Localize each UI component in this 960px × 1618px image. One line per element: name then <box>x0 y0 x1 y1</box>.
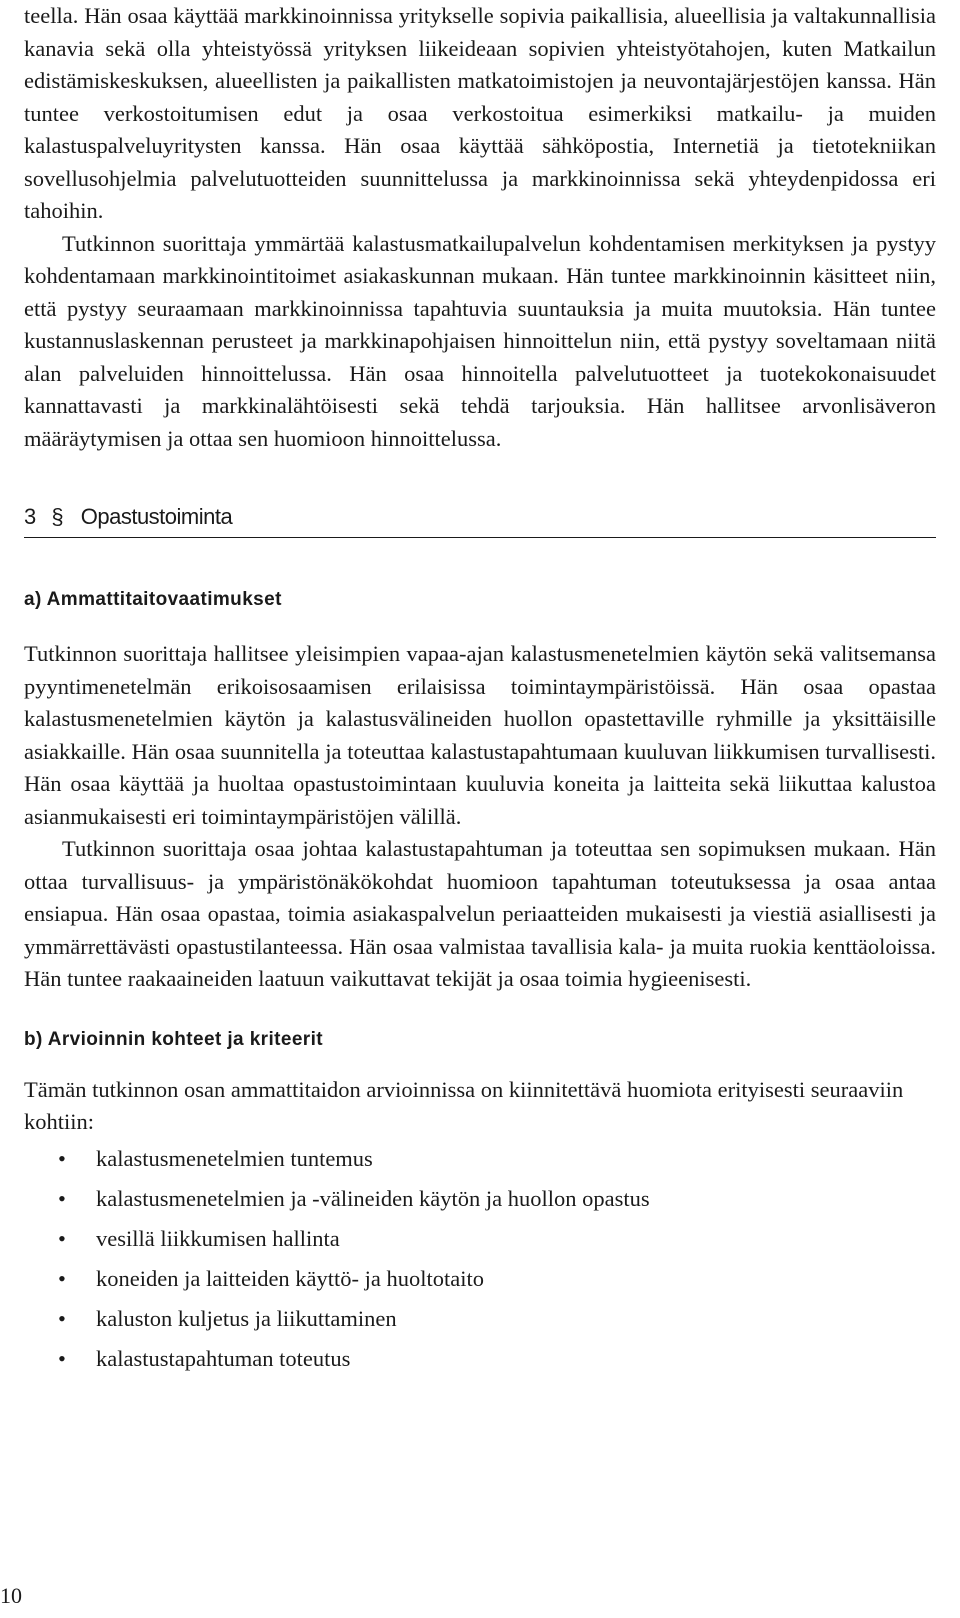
list-item <box>24 1139 936 1179</box>
list-item <box>24 1339 936 1379</box>
list-item <box>24 1219 936 1259</box>
document-page <box>24 0 936 1379</box>
bullet-icon: • <box>58 1345 66 1371</box>
list-item-text: kalastusmenetelmien tuntemus <box>96 1145 373 1171</box>
requirements-paragraph-2: Tutkinnon suorittaja osaa johtaa kalastustapahtuman ja toteuttaa sen sopimuksen mukaan. Hän ottaa turvallisuus- ja ympäristönäkökohdat huomioon tapahtuman toteutuksessa ja osaa antaa ensiapua. Hän osaa opastaa, toimia asiakaspalvelun periaatteiden mukaisesti ja viestiä asiallisesti ja ymmärrettävästi opastustilanteessa. Hän osaa valmistaa tavallisia kala- ja muita ruokia kenttäoloissa. Hän tuntee raakaaineiden laatuun vaikuttavat tekijät ja osaa toimia hygieenisesti. <box>24 836 936 991</box>
section-heading <box>24 503 936 538</box>
bullet-icon: • <box>58 1265 66 1291</box>
list-item-text: vesillä liikkumisen hallinta <box>96 1225 340 1251</box>
bullet-icon: • <box>58 1185 66 1211</box>
intro-text <box>24 0 936 455</box>
list-item <box>24 1179 936 1219</box>
bullet-icon: • <box>58 1225 66 1251</box>
intro-paragraph-2: Tutkinnon suorittaja ymmärtää kalastusmatkailupalvelun kohdentamisen merkityksen ja pystyy kohdentamaan markkinointitoimet asiakaskunnan mukaan. Hän tuntee markkinoinnin käsitteet niin, että pystyy seuraamaan markkinoinnissa tapahtuvia suuntauksia ja muita muutoksia. Hän tuntee kustannuslaskennan perusteet ja markkinapohjaisen hinnoittelun niin, että pystyy soveltamaan niitä alan palveluiden hinnoittelussa. Hän osaa hinnoitella palvelutuotteet ja tuotekokonaisuudet kannattavasti ja markkinalähtöisesti sekä tehdä tarjouksia. Hän hallitsee arvonlisäveron määräytymisen ja ottaa sen huomioon hinnoittelussa. <box>24 230 936 451</box>
bullet-icon: • <box>58 1305 66 1331</box>
requirements-heading: a) Ammattitaitovaatimukset <box>24 589 282 610</box>
criteria-heading: b) Arvioinnin kohteet ja kriteerit <box>24 1028 323 1050</box>
intro-paragraph-1: teella. Hän osaa käyttää markkinoinnissa yritykselle sopivia paikallisia, alueellisia ja valtakunnallisia kanavia sekä olla yhteistyössä yrityksen liikeideaan sopivien yhteistyötahojen, kuten Matkailun edistämiskeskuksen, alueellisten ja paikallisten matkatoimistojen ja neuvontajärjestöjen kanssa. Hän tuntee verkostoitumisen edut ja osaa verkostoitua esimerkiksi matkailu- ja muiden kalastuspalveluyritysten kanssa. Hän osaa käyttää sähköpostia, Internetiä ja tietotekniikan sovellusohjelmia palvelutuotteiden suunnittelussa ja markkinoinnissa sekä yhteydenpidossa eri tahoihin. <box>24 3 936 223</box>
list-item-text: kalastustapahtuman toteutus <box>96 1345 351 1371</box>
bullet-icon: • <box>58 1145 66 1171</box>
requirements-paragraph-1: Tutkinnon suorittaja hallitsee yleisimpien vapaa-ajan kalastusmenetelmien käytön sekä valitsemansa pyyntimenetelmän erikoisosaamisen erilaisissa toimintaympäristöissä. Hän osaa opastaa kalastusmenetelmien käytön ja kalastusvälineiden huollon opastettaville ryhmille ja yksittäisille asiakkaille. Hän osaa suunnitella ja toteuttaa kalastustapahtumaan kuuluvan liikkumisen turvallisesti. Hän osaa käyttää ja huoltaa opastustoimintaan kuuluvia koneita ja laitteita sekä liikuttaa kalustoa asianmukaisesti eri toimintaympäristöjen välillä. <box>24 641 936 829</box>
section-title: Opastustoiminta <box>80 504 233 529</box>
criteria-list <box>24 1139 936 1379</box>
section-number: 3 <box>24 504 36 529</box>
page-number: 10 <box>0 1583 22 1608</box>
list-item-text: kaluston kuljetus ja liikuttaminen <box>96 1305 397 1331</box>
criteria-intro <box>24 1074 936 1139</box>
criteria-intro-text: Tämän tutkinnon osan ammattitaidon arvioinnissa on kiinnitettävä huomiota erityisesti seuraaviin kohtiin: <box>24 1076 904 1134</box>
list-item <box>24 1259 936 1299</box>
requirements-text <box>24 638 936 996</box>
list-item-text: kalastusmenetelmien ja -välineiden käytön ja huollon opastus <box>96 1185 650 1211</box>
section-sign: § <box>51 504 64 529</box>
list-item-text: koneiden ja laitteiden käyttö- ja huoltotaito <box>96 1265 485 1291</box>
list-item <box>24 1299 936 1339</box>
